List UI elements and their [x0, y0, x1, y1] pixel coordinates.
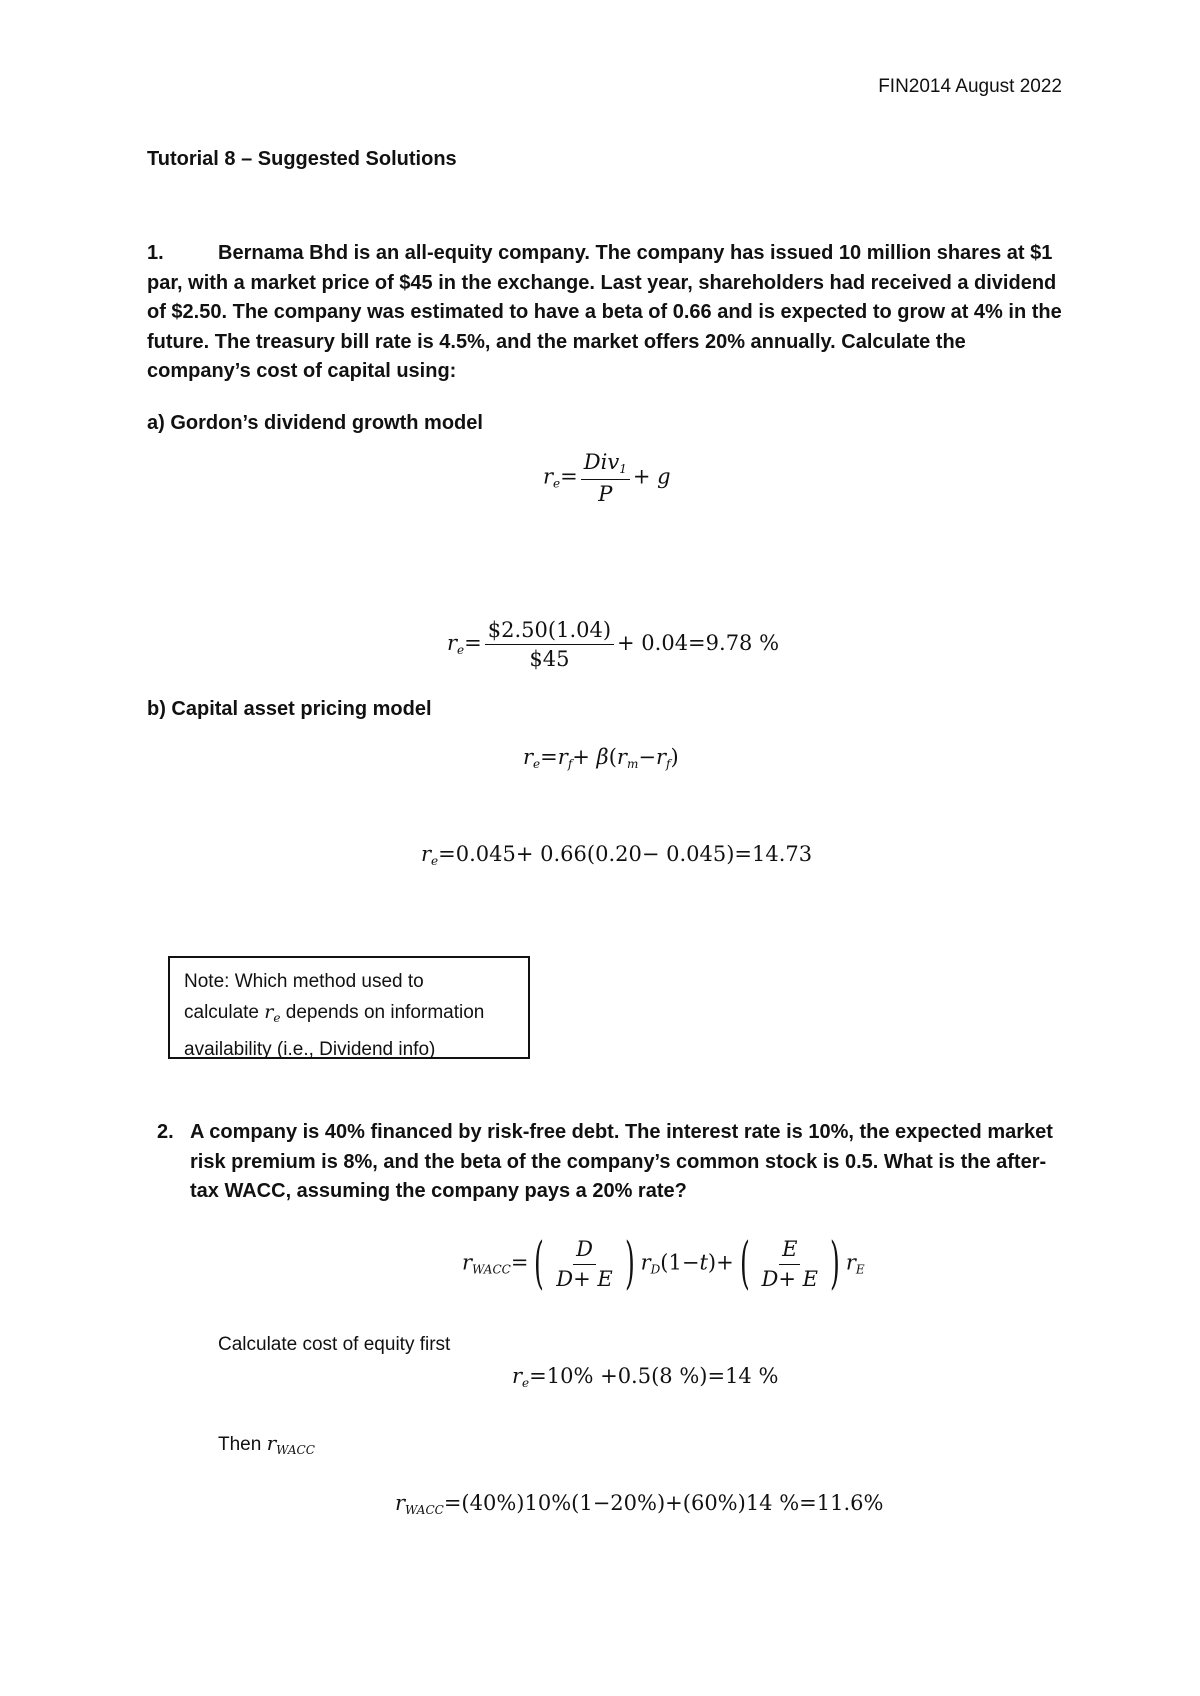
question-2-text: A company is 40% financed by risk-free debt. The interest rate is 10%, the expected market risk premium is 8%, and the beta of the company’s common stock is 0.5. What is the after-tax WACC, assuming the company pays a 20% rate?	[190, 1121, 1053, 1202]
page-title: Tutorial 8 – Suggested Solutions	[147, 148, 457, 170]
part-b-label: b) Capital asset pricing model	[147, 698, 432, 720]
capm-calculation: re=0.045+ 0.66(0.20− 0.045)=14.73	[421, 842, 813, 868]
note-line-3: availability (i.e., Dividend info)	[184, 1039, 436, 1060]
gordon-formula: re= $\frac{\text{Div1}}{P}$ + g	[543, 450, 671, 506]
gordon-numerator: $2.50(1.04)	[485, 618, 614, 645]
gordon-result: + 0.04=9.78 %	[617, 631, 780, 656]
cost-of-equity-label: Calculate cost of equity first	[218, 1334, 451, 1355]
question-1-number: 1.	[147, 242, 164, 264]
gordon-denominator: $45	[529, 647, 570, 672]
capm-result: =0.045+ 0.66(0.20− 0.045)=14.73	[438, 842, 813, 866]
question-2-number: 2.	[157, 1121, 174, 1143]
wacc-formula: rWACC= ( $\frac{D}{D+ E}$ ) rD(1−t)+ ( $\frac{E}{D+ E}$ ) rE	[462, 1231, 865, 1296]
equity-result: =10% +0.5(8 %)=14 %	[529, 1364, 779, 1388]
capm-formula: re=rf+ β(rm−rf)	[523, 745, 679, 771]
wacc-calculation: rWACC=(40%)10%(1−20%)+(60%)14 %=11.6%	[395, 1491, 884, 1517]
method-note-box	[168, 956, 530, 1059]
wacc-result: =(40%)10%(1−20%)+(60%)14 %=11.6%	[443, 1491, 884, 1515]
note-line-2: calculate $r_e$ depends on information	[184, 1001, 485, 1025]
course-header: FIN2014 August 2022	[878, 76, 1062, 97]
cost-of-equity-calculation: re=10% +0.5(8 %)=14 %	[512, 1364, 779, 1390]
then-label: Then $r_{WACC}$	[218, 1431, 315, 1457]
gordon-calculation: re= $\frac{\$2.50(1.04)}{\$45}$ + 0.04=9.78 %	[447, 618, 780, 672]
question-1-text: Bernama Bhd is an all-equity company. The company has issued 10 million shares at $1 par, with a market price of $45 in the exchange. Last year, shareholders had received a dividend of $2.50. The company was estimated to have a beta of 0.66 and is expected to grow at 4% in the future. The treasury bill rate is 4.5%, and the market offers 20% annually. Calculate the company’s cost of capital using:	[147, 242, 1062, 382]
part-a-label: a) Gordon’s dividend growth model	[147, 412, 483, 434]
note-line-1: Note: Which method used to	[184, 971, 424, 992]
